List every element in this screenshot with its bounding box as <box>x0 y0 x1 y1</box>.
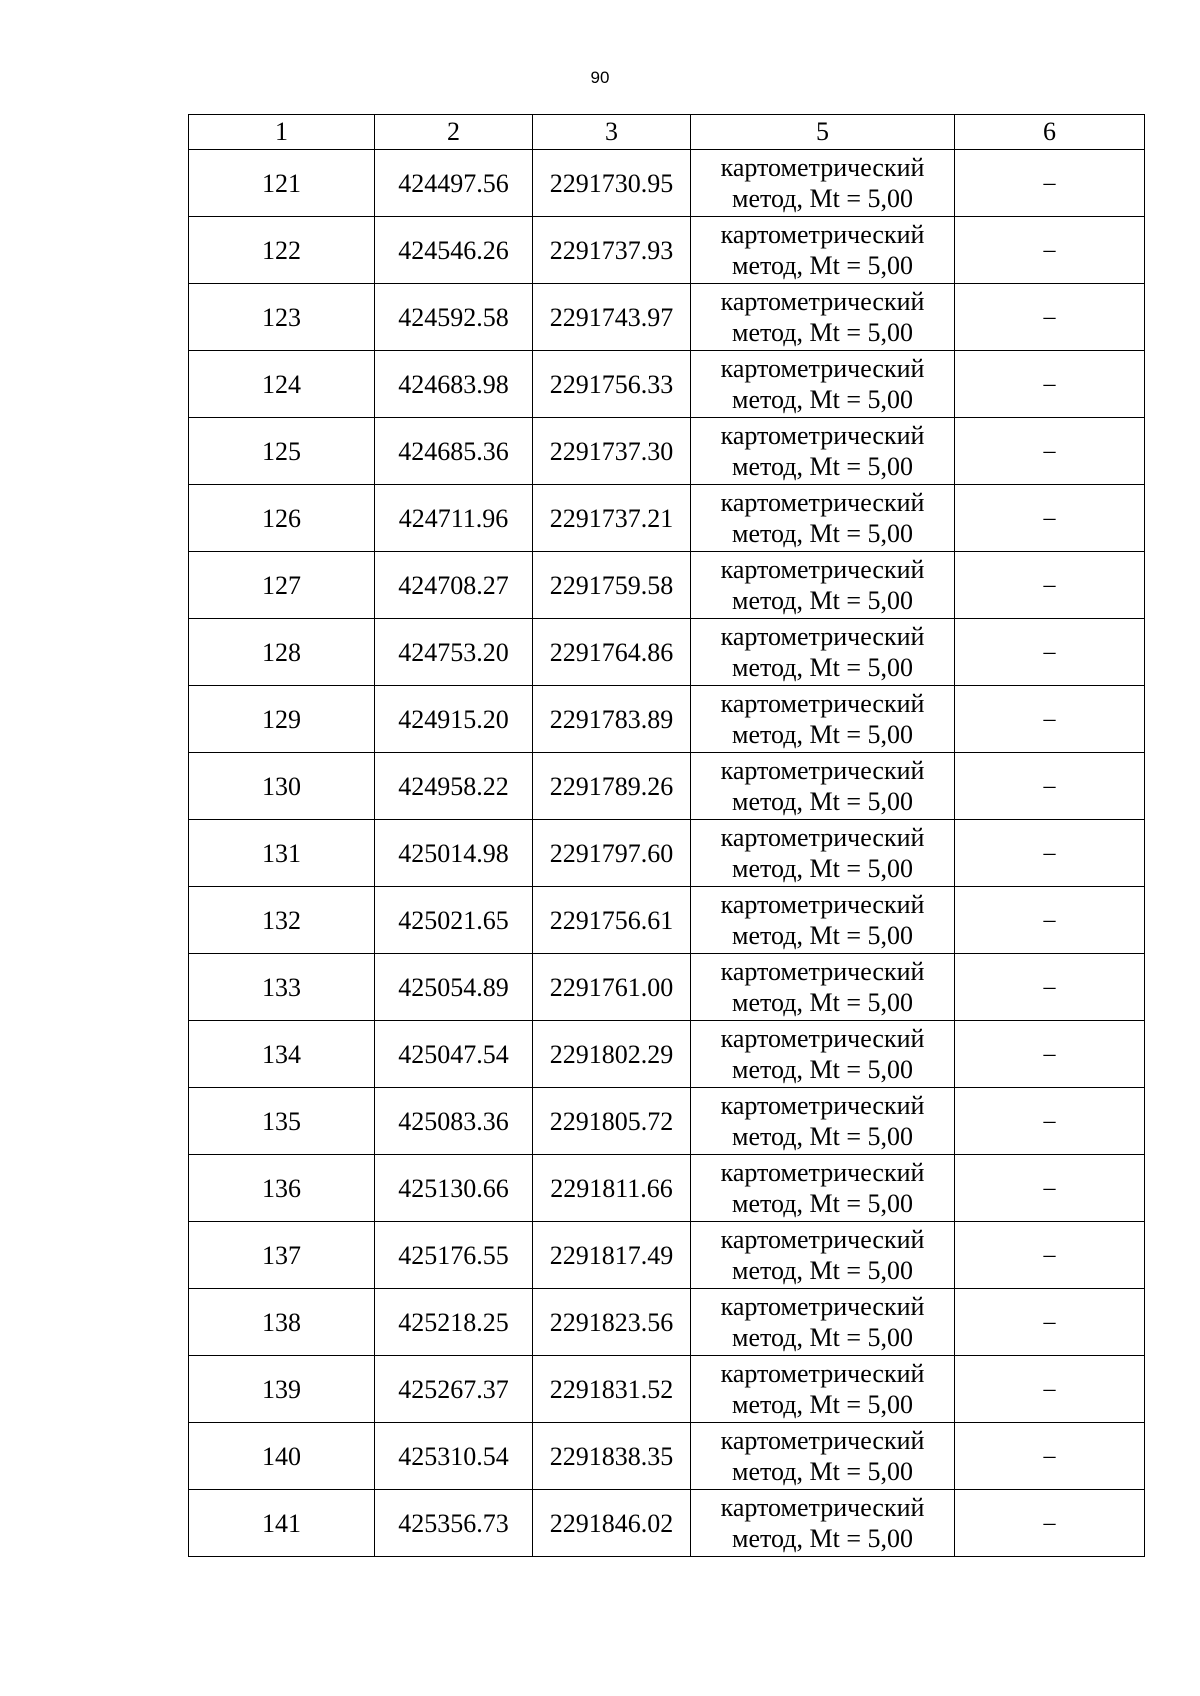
x-coordinate-cell: 424708.27 <box>375 552 533 619</box>
note-cell: – <box>955 619 1145 686</box>
method-line-1: картометрический <box>720 1158 925 1187</box>
point-number-cell: 129 <box>189 686 375 753</box>
coordinates-table <box>188 114 1145 1557</box>
method-line-2: метод, Mt = 5,00 <box>732 385 913 414</box>
method-cell <box>691 150 955 217</box>
x-coordinate-cell: 424685.36 <box>375 418 533 485</box>
method-line-2: метод, Mt = 5,00 <box>732 452 913 481</box>
method-cell <box>691 284 955 351</box>
header-cell-1: 1 <box>189 115 375 150</box>
point-number-cell: 122 <box>189 217 375 284</box>
table-row <box>189 686 1145 753</box>
note-cell: – <box>955 485 1145 552</box>
method-line-2: метод, Mt = 5,00 <box>732 1189 913 1218</box>
method-cell <box>691 1356 955 1423</box>
point-number-cell: 128 <box>189 619 375 686</box>
method-line-1: картометрический <box>720 1426 925 1455</box>
method-line-1: картометрический <box>720 1493 925 1522</box>
y-coordinate-cell: 2291811.66 <box>533 1155 691 1222</box>
header-cell-6: 6 <box>955 115 1145 150</box>
x-coordinate-cell: 425021.65 <box>375 887 533 954</box>
method-line-1: картометрический <box>720 1225 925 1254</box>
table-row <box>189 619 1145 686</box>
method-cell <box>691 1021 955 1088</box>
note-cell: – <box>955 1490 1145 1557</box>
method-cell <box>691 552 955 619</box>
method-cell <box>691 217 955 284</box>
table-row <box>189 284 1145 351</box>
header-cell-5: 5 <box>691 115 955 150</box>
table-row <box>189 1088 1145 1155</box>
x-coordinate-cell: 425267.37 <box>375 1356 533 1423</box>
method-line-1: картометрический <box>720 890 925 919</box>
method-line-1: картометрический <box>720 622 925 651</box>
x-coordinate-cell: 424592.58 <box>375 284 533 351</box>
table-row <box>189 1222 1145 1289</box>
method-line-1: картометрический <box>720 1292 925 1321</box>
table-row <box>189 1289 1145 1356</box>
y-coordinate-cell: 2291737.21 <box>533 485 691 552</box>
x-coordinate-cell: 424711.96 <box>375 485 533 552</box>
method-line-1: картометрический <box>720 1091 925 1120</box>
table-row <box>189 485 1145 552</box>
y-coordinate-cell: 2291759.58 <box>533 552 691 619</box>
header-cell-2: 2 <box>375 115 533 150</box>
method-line-1: картометрический <box>720 957 925 986</box>
method-line-2: метод, Mt = 5,00 <box>732 519 913 548</box>
method-line-2: метод, Mt = 5,00 <box>732 720 913 749</box>
table-row <box>189 1490 1145 1557</box>
note-cell: – <box>955 418 1145 485</box>
point-number-cell: 134 <box>189 1021 375 1088</box>
method-line-1: картометрический <box>720 1024 925 1053</box>
point-number-cell: 139 <box>189 1356 375 1423</box>
x-coordinate-cell: 425176.55 <box>375 1222 533 1289</box>
method-line-1: картометрический <box>720 756 925 785</box>
y-coordinate-cell: 2291737.30 <box>533 418 691 485</box>
method-line-2: метод, Mt = 5,00 <box>732 988 913 1017</box>
note-cell: – <box>955 686 1145 753</box>
note-cell: – <box>955 150 1145 217</box>
y-coordinate-cell: 2291823.56 <box>533 1289 691 1356</box>
y-coordinate-cell: 2291838.35 <box>533 1423 691 1490</box>
y-coordinate-cell: 2291730.95 <box>533 150 691 217</box>
method-line-1: картометрический <box>720 488 925 517</box>
method-line-2: метод, Mt = 5,00 <box>732 854 913 883</box>
note-cell: – <box>955 1155 1145 1222</box>
method-cell <box>691 686 955 753</box>
y-coordinate-cell: 2291831.52 <box>533 1356 691 1423</box>
point-number-cell: 133 <box>189 954 375 1021</box>
y-coordinate-cell: 2291797.60 <box>533 820 691 887</box>
x-coordinate-cell: 425310.54 <box>375 1423 533 1490</box>
table-row <box>189 820 1145 887</box>
point-number-cell: 137 <box>189 1222 375 1289</box>
note-cell: – <box>955 1289 1145 1356</box>
method-line-1: картометрический <box>720 220 925 249</box>
method-cell <box>691 1423 955 1490</box>
method-line-2: метод, Mt = 5,00 <box>732 1122 913 1151</box>
method-cell <box>691 820 955 887</box>
header-cell-3: 3 <box>533 115 691 150</box>
table-row <box>189 1356 1145 1423</box>
point-number-cell: 127 <box>189 552 375 619</box>
point-number-cell: 135 <box>189 1088 375 1155</box>
point-number-cell: 123 <box>189 284 375 351</box>
x-coordinate-cell: 424683.98 <box>375 351 533 418</box>
note-cell: – <box>955 820 1145 887</box>
method-line-2: метод, Mt = 5,00 <box>732 1055 913 1084</box>
method-cell <box>691 1222 955 1289</box>
table-row <box>189 552 1145 619</box>
method-line-2: метод, Mt = 5,00 <box>732 653 913 682</box>
table-header-row <box>189 115 1145 150</box>
point-number-cell: 124 <box>189 351 375 418</box>
point-number-cell: 121 <box>189 150 375 217</box>
page-number: 90 <box>590 68 610 87</box>
x-coordinate-cell: 424497.56 <box>375 150 533 217</box>
y-coordinate-cell: 2291805.72 <box>533 1088 691 1155</box>
table-row <box>189 887 1145 954</box>
note-cell: – <box>955 284 1145 351</box>
y-coordinate-cell: 2291743.97 <box>533 284 691 351</box>
point-number-cell: 130 <box>189 753 375 820</box>
point-number-cell: 136 <box>189 1155 375 1222</box>
point-number-cell: 131 <box>189 820 375 887</box>
y-coordinate-cell: 2291761.00 <box>533 954 691 1021</box>
x-coordinate-cell: 424958.22 <box>375 753 533 820</box>
x-coordinate-cell: 425218.25 <box>375 1289 533 1356</box>
note-cell: – <box>955 954 1145 1021</box>
x-coordinate-cell: 425356.73 <box>375 1490 533 1557</box>
method-cell <box>691 1289 955 1356</box>
y-coordinate-cell: 2291764.86 <box>533 619 691 686</box>
method-cell <box>691 887 955 954</box>
note-cell: – <box>955 1222 1145 1289</box>
x-coordinate-cell: 425047.54 <box>375 1021 533 1088</box>
table-row <box>189 418 1145 485</box>
note-cell: – <box>955 552 1145 619</box>
method-cell <box>691 954 955 1021</box>
table-row <box>189 351 1145 418</box>
note-cell: – <box>955 1356 1145 1423</box>
table-row <box>189 1423 1145 1490</box>
method-line-1: картометрический <box>720 354 925 383</box>
note-cell: – <box>955 351 1145 418</box>
y-coordinate-cell: 2291756.61 <box>533 887 691 954</box>
method-line-1: картометрический <box>720 287 925 316</box>
x-coordinate-cell: 425054.89 <box>375 954 533 1021</box>
method-line-2: метод, Mt = 5,00 <box>732 1524 913 1553</box>
method-line-2: метод, Mt = 5,00 <box>732 1323 913 1352</box>
method-line-2: метод, Mt = 5,00 <box>732 1457 913 1486</box>
point-number-cell: 126 <box>189 485 375 552</box>
y-coordinate-cell: 2291783.89 <box>533 686 691 753</box>
note-cell: – <box>955 1423 1145 1490</box>
x-coordinate-cell: 424546.26 <box>375 217 533 284</box>
y-coordinate-cell: 2291802.29 <box>533 1021 691 1088</box>
method-line-2: метод, Mt = 5,00 <box>732 921 913 950</box>
method-cell <box>691 418 955 485</box>
x-coordinate-cell: 425014.98 <box>375 820 533 887</box>
table-row <box>189 1021 1145 1088</box>
table-row <box>189 1155 1145 1222</box>
y-coordinate-cell: 2291817.49 <box>533 1222 691 1289</box>
note-cell: – <box>955 753 1145 820</box>
method-line-1: картометрический <box>720 1359 925 1388</box>
method-cell <box>691 351 955 418</box>
method-line-2: метод, Mt = 5,00 <box>732 251 913 280</box>
y-coordinate-cell: 2291756.33 <box>533 351 691 418</box>
method-line-2: метод, Mt = 5,00 <box>732 184 913 213</box>
table-row <box>189 217 1145 284</box>
method-line-2: метод, Mt = 5,00 <box>732 318 913 347</box>
note-cell: – <box>955 217 1145 284</box>
point-number-cell: 140 <box>189 1423 375 1490</box>
y-coordinate-cell: 2291846.02 <box>533 1490 691 1557</box>
table-body <box>189 115 1145 1557</box>
note-cell: – <box>955 1021 1145 1088</box>
method-line-1: картометрический <box>720 689 925 718</box>
y-coordinate-cell: 2291737.93 <box>533 217 691 284</box>
method-cell <box>691 485 955 552</box>
method-cell <box>691 1088 955 1155</box>
point-number-cell: 132 <box>189 887 375 954</box>
method-cell <box>691 1155 955 1222</box>
method-cell <box>691 619 955 686</box>
x-coordinate-cell: 424753.20 <box>375 619 533 686</box>
y-coordinate-cell: 2291789.26 <box>533 753 691 820</box>
note-cell: – <box>955 887 1145 954</box>
method-cell <box>691 1490 955 1557</box>
x-coordinate-cell: 425130.66 <box>375 1155 533 1222</box>
method-line-2: метод, Mt = 5,00 <box>732 787 913 816</box>
table-row <box>189 753 1145 820</box>
method-line-2: метод, Mt = 5,00 <box>732 1390 913 1419</box>
point-number-cell: 138 <box>189 1289 375 1356</box>
x-coordinate-cell: 424915.20 <box>375 686 533 753</box>
method-line-1: картометрический <box>720 421 925 450</box>
method-line-1: картометрический <box>720 153 925 182</box>
method-line-1: картометрический <box>720 555 925 584</box>
method-cell <box>691 753 955 820</box>
point-number-cell: 125 <box>189 418 375 485</box>
table-row <box>189 150 1145 217</box>
x-coordinate-cell: 425083.36 <box>375 1088 533 1155</box>
method-line-1: картометрический <box>720 823 925 852</box>
table-row <box>189 954 1145 1021</box>
method-line-2: метод, Mt = 5,00 <box>732 586 913 615</box>
note-cell: – <box>955 1088 1145 1155</box>
method-line-2: метод, Mt = 5,00 <box>732 1256 913 1285</box>
point-number-cell: 141 <box>189 1490 375 1557</box>
